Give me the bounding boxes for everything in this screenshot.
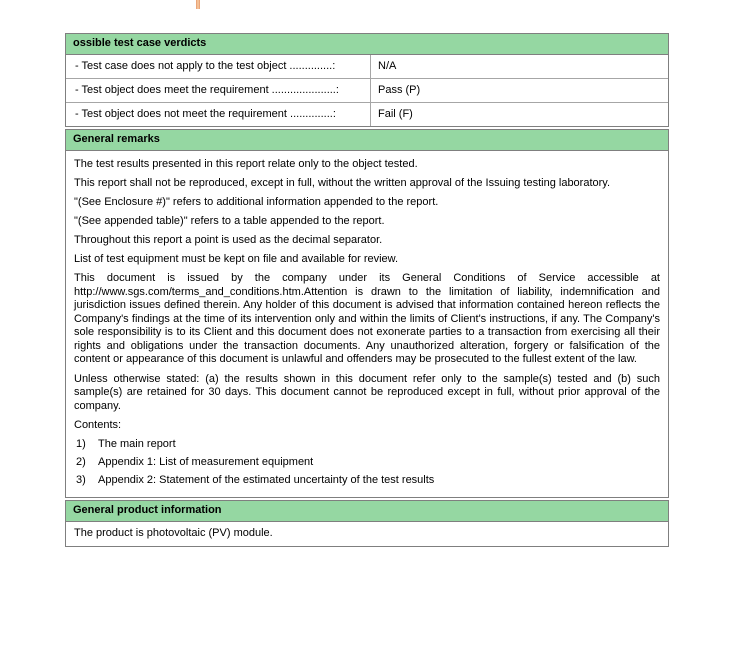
verdicts-table-header: ossible test case verdicts [66, 34, 668, 55]
remark-paragraph: Throughout this report a point is used as the decimal separator. [74, 234, 383, 246]
contents-item-text: Appendix 1: List of measurement equipment [98, 456, 314, 468]
general-remarks-section [65, 129, 669, 498]
remark-paragraph: "(See appended table)" refers to a table appended to the report. [74, 215, 385, 227]
contents-item [76, 456, 660, 469]
contents-item [76, 474, 660, 487]
product-info-text: The product is photovoltaic (PV) module. [74, 527, 273, 539]
contents-item-text: Appendix 2: Statement of the estimated uncertainty of the test results [98, 474, 435, 486]
verdict-label: - Test case does not apply to the test object ..............: [66, 55, 371, 78]
table-row [66, 103, 668, 126]
product-info-section [65, 500, 669, 547]
product-info-header: General product information [66, 501, 668, 522]
remark-paragraph: The test results presented in this report relate only to the object tested. [74, 158, 418, 170]
remark-paragraph: "(See Enclosure #)" refers to additional information appended to the report. [74, 196, 439, 208]
contents-item-number: 1) [76, 438, 86, 450]
logo-fragment-icon [196, 0, 200, 9]
general-remarks-body [66, 151, 668, 497]
remark-paragraph: List of test equipment must be kept on file and available for review. [74, 253, 399, 265]
general-remarks-header: General remarks [66, 130, 668, 151]
report-page [65, 33, 669, 549]
verdict-value: N/A [378, 60, 397, 72]
verdict-label: - Test object does meet the requirement .....................: [66, 79, 371, 102]
contents-item-number: 3) [76, 474, 86, 486]
verdict-value: Pass (P) [378, 84, 421, 96]
verdicts-table [65, 33, 669, 127]
remark-paragraph: This report shall not be reproduced, except in full, without the written approval of the Issuing testing laboratory. [74, 177, 611, 189]
verdict-label: - Test object does not meet the requirement ..............: [66, 103, 371, 126]
remark-paragraph: This document is issued by the company under its General Conditions of Service accessible at http://www.sgs.com/terms_and_conditions.htm.Attention is drawn to the limitation of liability, indemnification and jurisdiction issues defined therein. Any holder of this document is advised that information contained hereon reflects the Company's findings at the time of its intervention only and within the limits of Client's instructions, if any. The Company's sole responsibility is to its Client and this document does not exonerate parties to a transaction from exercising all their rights and obligations under the transaction documents. Any unauthorized alteration, forgery or falsification of the content or appearance of this document is unlawful and offenders may be prosecuted to the fullest extent of the law. [74, 272, 660, 365]
contents-label: Contents: [74, 419, 122, 431]
contents-item-number: 2) [76, 456, 86, 468]
contents-item-text: The main report [98, 438, 176, 450]
remark-paragraph: Unless otherwise stated: (a) the results shown in this document refer only to the sample(s) tested and (b) such sample(s) are retained for 30 days. This document cannot be reproduced except in full, without prior approval of the company. [74, 372, 660, 412]
table-row [66, 55, 668, 79]
contents-item [76, 438, 660, 451]
verdict-value: Fail (F) [378, 108, 413, 120]
table-row [66, 79, 668, 103]
